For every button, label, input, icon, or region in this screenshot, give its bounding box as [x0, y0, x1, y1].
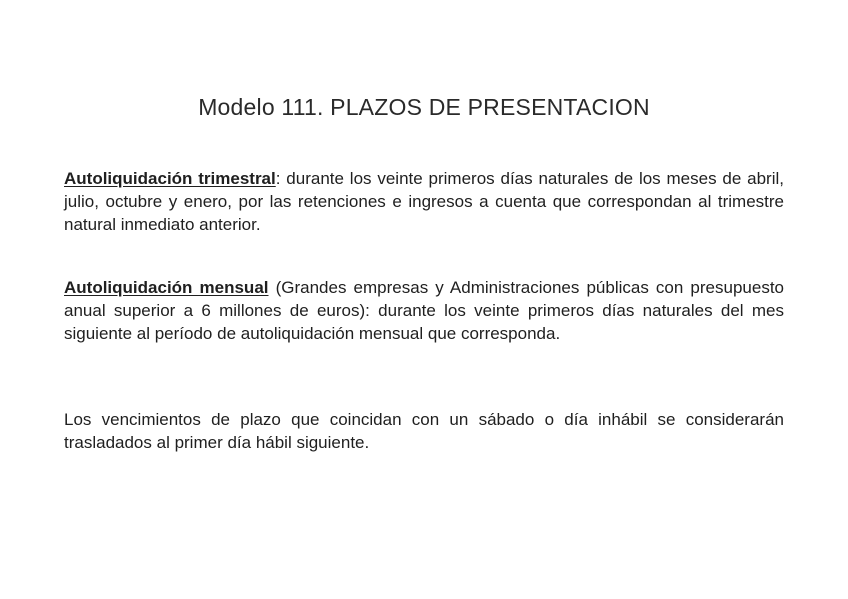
term-monthly-self-assessment: Autoliquidación mensual [64, 278, 269, 297]
slide-title: Modelo 111. PLAZOS DE PRESENTACION [198, 94, 650, 120]
paragraph-quarterly-text: : durante los veinte primeros días naturales de los meses de abril, julio, octubre y enero, por las retenciones e ingresos a cuenta que correspondan al trimestre natural inmediato anterior. [64, 169, 784, 234]
term-quarterly-self-assessment: Autoliquidación trimestral [64, 169, 276, 188]
paragraph-monthly-text: (Grandes empresas y Administraciones públicas con presupuesto anual superior a 6 millones de euros): durante los veinte primeros días naturales del mes siguiente al período de autoliquidación mensual que corresponda. [64, 278, 785, 343]
paragraph-deadline-note [64, 408, 784, 454]
paragraph-deadline-note-text: Los vencimientos de plazo que coincidan con un sábado o día inhábil se considerarán trasladados al primer día hábil siguiente. [64, 410, 784, 452]
paragraph-monthly [64, 276, 784, 345]
paragraph-quarterly [64, 167, 784, 236]
